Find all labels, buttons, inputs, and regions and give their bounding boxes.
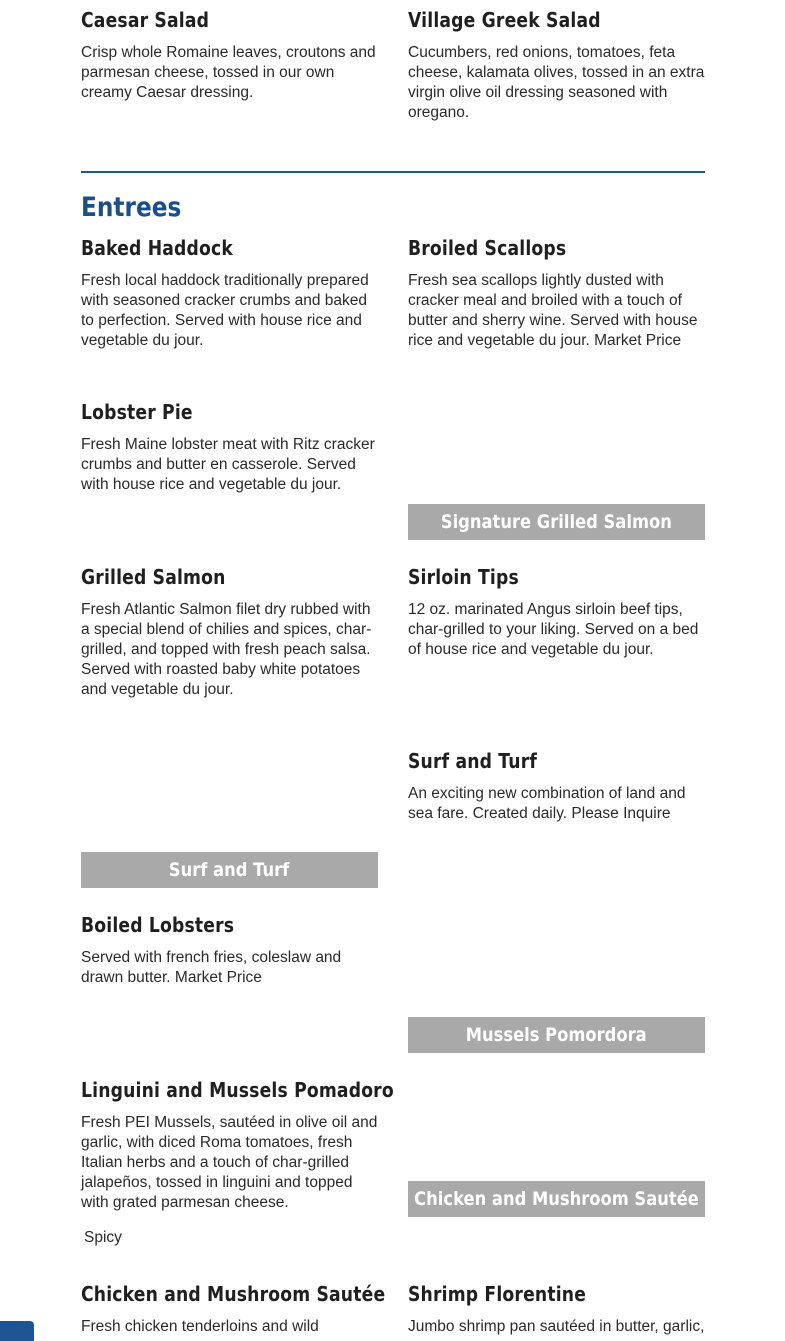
menu-item-title: Linguini and Mussels Pomadoro (81, 1078, 394, 1102)
section-divider (81, 171, 705, 173)
photo-label: Mussels Pomordora (466, 1024, 647, 1046)
menu-item-title: Sirloin Tips (408, 565, 519, 589)
photo-link-chicken-and-mushroom-sautee[interactable] (408, 1181, 705, 1217)
menu-item-description: Cucumbers, red onions, tomatoes, feta cheese, kalamata olives, tossed in an extra virgin olive oil dressing seasoned with oregano. (408, 44, 705, 121)
menu-item-description: Served with french fries, coleslaw and drawn butter. Market Price (81, 949, 342, 986)
photo-link-mussels-pomordora[interactable] (408, 1017, 705, 1053)
menu-item-title: Caesar Salad (81, 8, 210, 32)
photo-label: Chicken and Mushroom Sautée (414, 1188, 699, 1210)
photo-link-signature-grilled-salmon[interactable] (408, 504, 705, 540)
menu-item-title: Shrimp Florentine (408, 1282, 587, 1306)
photo-label: Surf and Turf (169, 859, 290, 881)
menu-item-title: Chicken and Mushroom Sautée (81, 1282, 386, 1306)
menu-item-description: Jumbo shrimp pan sautéed in butter, garlic, (408, 1318, 705, 1335)
menu-item-description: Fresh chicken tenderloins and wild (81, 1318, 319, 1335)
menu-item-description: Fresh Atlantic Salmon filet dry rubbed with a special blend of chilies and spices, char-grilled, and topped with fresh peach salsa. Served with roasted baby white potatoes and vegetable du jour. (81, 601, 372, 698)
spicy-tag: Spicy (84, 1229, 122, 1246)
menu-item-title: Broiled Scallops (408, 236, 567, 260)
menu-item-description: An exciting new combination of land and sea fare. Created daily. Please Inquire (408, 785, 686, 822)
menu-item-title: Baked Haddock (81, 236, 233, 260)
photo-link-surf-and-turf[interactable] (81, 852, 378, 888)
section-title-entrees: Entrees (81, 192, 182, 223)
menu-item-description: Fresh sea scallops lightly dusted with cracker meal and broiled with a touch of butter and sherry wine. Served with house rice and vegetable du jour. Market Price (408, 272, 698, 349)
photo-label: Signature Grilled Salmon (440, 511, 673, 533)
menu-item-title: Boiled Lobsters (81, 913, 235, 937)
menu-item-title: Grilled Salmon (81, 565, 226, 589)
menu-item-description: Fresh local haddock traditionally prepared with seasoned cracker crumbs and baked to perfection. Served with house rice and vegetable du jour. (81, 272, 369, 349)
menu-item-description: Crisp whole Romaine leaves, croutons and parmesan cheese, tossed in our own creamy Caesar dressing. (81, 44, 376, 101)
menu-item-description: Fresh Maine lobster meat with Ritz cracker crumbs and butter en casserole. Served with house rice and vegetable du jour. (81, 436, 375, 493)
floating-action-button[interactable] (0, 1321, 34, 1341)
menu-item-title: Surf and Turf (408, 749, 538, 773)
menu-item-description: 12 oz. marinated Angus sirloin beef tips, char-grilled to your liking. Served on a bed of house rice and vegetable du jour. (408, 601, 699, 658)
menu-item-title: Village Greek Salad (408, 8, 601, 32)
menu-item-title: Lobster Pie (81, 400, 193, 424)
menu-item-description: Fresh PEI Mussels, sautéed in olive oil and garlic, with diced Roma tomatoes, fresh Italian herbs and a touch of char-grilled jalapeños, tossed in linguini and topped with grated parmesan cheese. (81, 1114, 378, 1211)
